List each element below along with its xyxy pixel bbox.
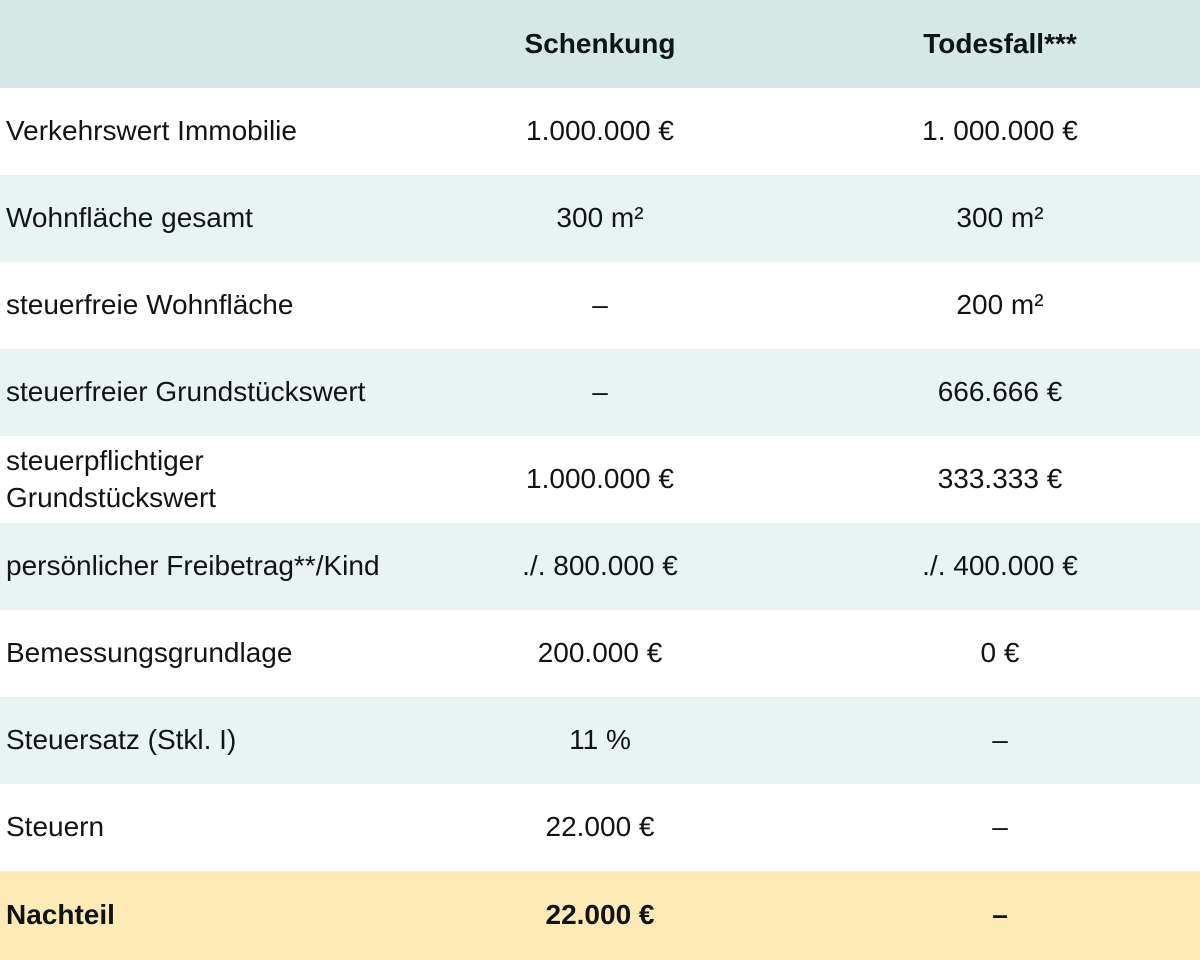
schenkung-value: 1.000.000 € [526,115,674,147]
schenkung-value: 11 % [569,724,631,756]
todesfall-value: 300 m² [956,202,1044,234]
table-row-nachteil-highlight [0,871,1200,960]
todesfall-value: ./. 400.000 € [922,550,1078,582]
row-label: Steuern [6,811,105,843]
table-row-steuerfreier-grundstueckswert [0,349,1200,436]
schenkung-value: – [592,376,608,408]
todesfall-value: 333.333 € [937,463,1063,495]
todesfall-value: – [992,811,1008,843]
row-label: persönlicher Freibetrag**/Kind [6,550,380,582]
table-row-persoenlicher-freibetrag [0,523,1200,610]
schenkung-value: 200.000 € [537,637,663,669]
schenkung-value: 22.000 € [545,811,655,843]
schenkung-value: 22.000 € [545,899,655,931]
table-row-steuerpflichtiger-grundstueckswert [0,436,1200,523]
table-row-steuern [0,784,1200,871]
todesfall-value: 200 m² [956,289,1044,321]
table-row-steuersatz [0,697,1200,784]
schenkung-value: ./. 800.000 € [522,550,678,582]
table-row-steuerfreie-wohnflaeche [0,262,1200,349]
schenkung-value: 300 m² [556,202,644,234]
table-header-row [0,0,1200,88]
row-label: Verkehrswert Immobilie [6,115,297,147]
todesfall-value: – [992,724,1008,756]
row-label: steuerfreie Wohnfläche [6,289,294,321]
row-label: steuerfreier Grundstückswert [6,376,366,408]
schenkung-value: 1.000.000 € [526,463,674,495]
row-label: Wohnfläche gesamt [6,202,253,234]
schenkung-value: – [592,289,608,321]
todesfall-value: – [992,899,1008,931]
row-label: steuerpflichtiger Grundstückswert [6,444,217,513]
table-row-wohnflaeche-gesamt [0,175,1200,262]
header-empty-cell [0,0,400,88]
header-schenkung: Schenkung [524,27,676,59]
todesfall-value: 1. 000.000 € [922,115,1078,147]
table-row-verkehrswert [0,88,1200,175]
table-row-bemessungsgrundlage [0,610,1200,697]
row-label: Steuersatz (Stkl. I) [6,724,237,756]
header-todesfall: Todesfall*** [923,27,1077,59]
row-label: Bemessungsgrundlage [6,637,293,669]
todesfall-value: 0 € [980,637,1020,669]
row-label: Nachteil [6,899,115,931]
todesfall-value: 666.666 € [937,376,1063,408]
